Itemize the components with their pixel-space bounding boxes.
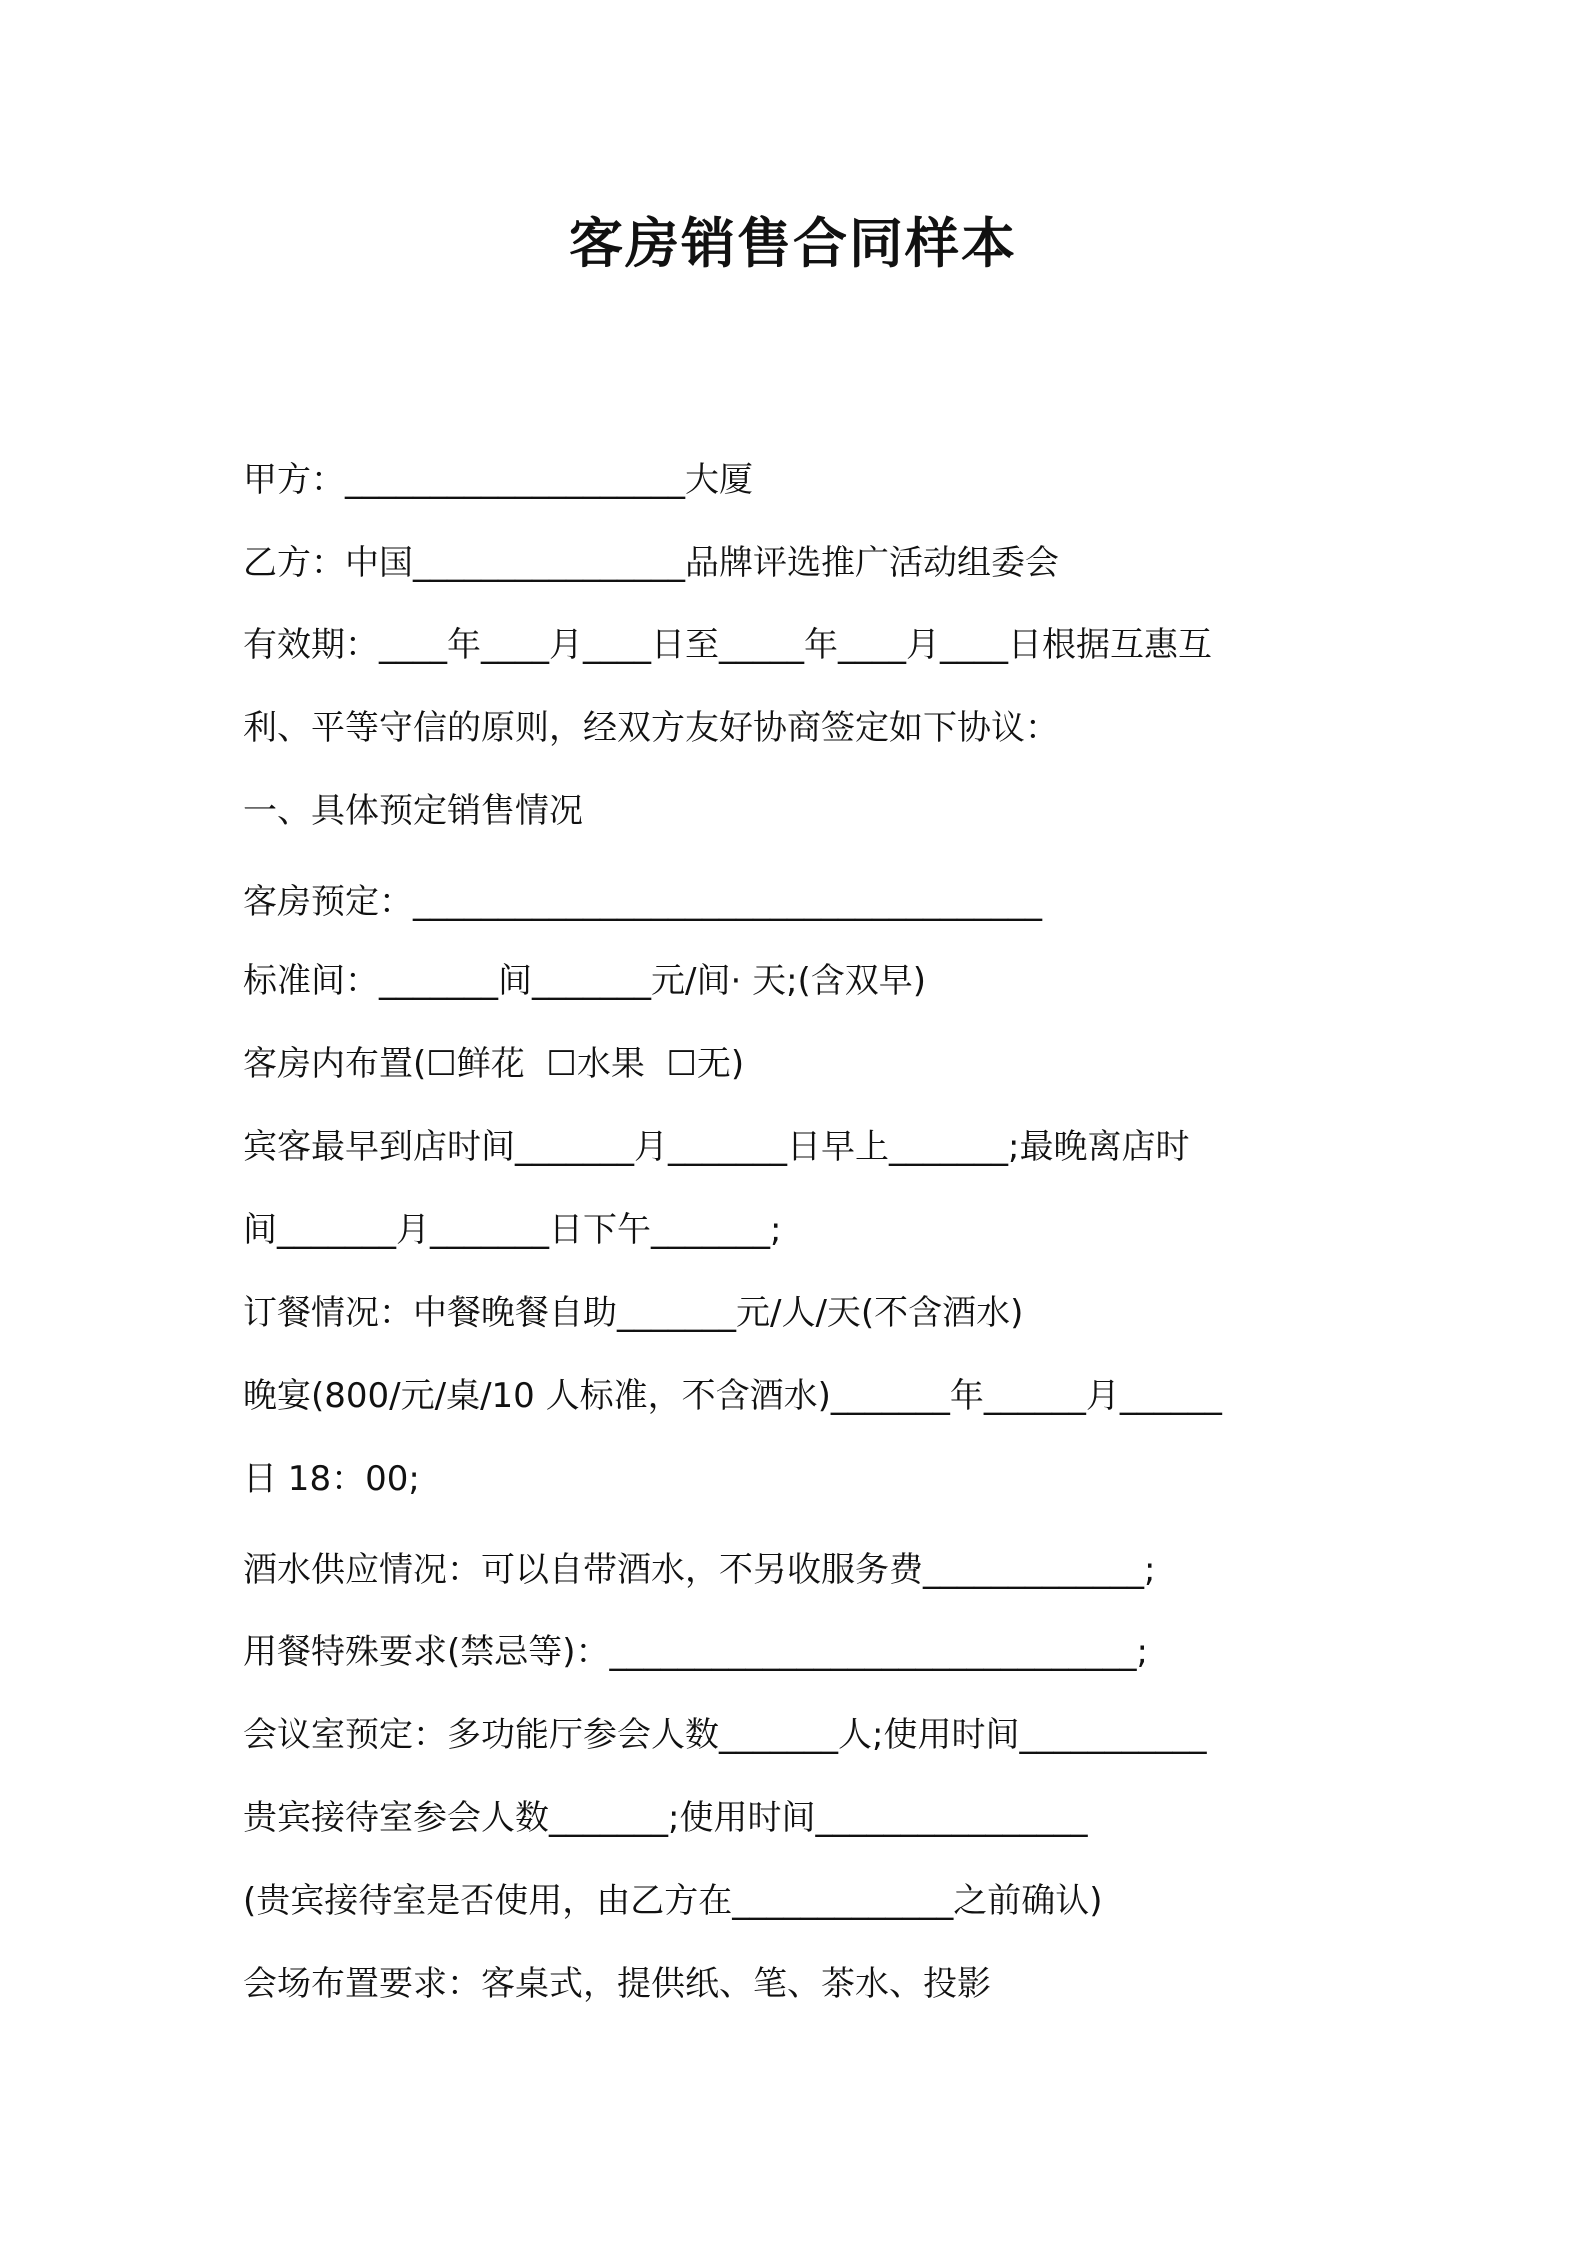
party-a-line: 甲方：____________________大厦 <box>243 460 753 500</box>
meal-booking-line: 订餐情况：中餐晚餐自助_______元/人/天(不含酒水) <box>243 1293 1024 1333</box>
validity-line-cont: 利、平等守信的原则，经双方友好协商签定如下协议： <box>243 708 1059 748</box>
meeting-room-line: 会议室预定：多功能厅参会人数_______人;使用时间___________ <box>243 1715 1207 1755</box>
document-title: 客房销售合同样本 <box>569 212 1017 275</box>
party-b-line: 乙方：中国________________品牌评选推广活动组委会 <box>243 543 1059 583</box>
departure-time-line: 间_______月_______日下午_______; <box>243 1210 782 1250</box>
dinner-banquet-line: 晚宴(800/元/桌/10 人标准，不含酒水)_______年______月______ <box>243 1376 1222 1416</box>
dinner-banquet-line-cont: 日 18：00; <box>243 1459 420 1499</box>
arrival-time-line: 宾客最早到店时间_______月_______日早上_______;最晚离店时 <box>243 1127 1190 1167</box>
drinks-supply-line: 酒水供应情况：可以自带酒水，不另收服务费_____________; <box>243 1550 1156 1590</box>
dining-requirements-line: 用餐特殊要求(禁忌等)：_______________________________; <box>243 1632 1148 1672</box>
validity-line: 有效期：____年____月____日至_____年____月____日根据互惠互 <box>243 625 1212 665</box>
room-decoration-line: 客房内布置(☐鲜花 ☐水果 ☐无) <box>243 1044 745 1084</box>
vip-room-line: 贵宾接待室参会人数_______;使用时间________________ <box>243 1798 1088 1838</box>
vip-room-confirm-line: (贵宾接待室是否使用，由乙方在_____________之前确认) <box>243 1881 1103 1921</box>
section-heading-1: 一、具体预定销售情况 <box>243 791 583 831</box>
venue-setup-line: 会场布置要求：客桌式，提供纸、笔、茶水、投影 <box>243 1964 991 2004</box>
room-booking-line: 客房预定：_____________________________________ <box>243 882 1042 922</box>
standard-room-line: 标准间：_______间_______元/间· 天;(含双早) <box>243 961 927 1001</box>
